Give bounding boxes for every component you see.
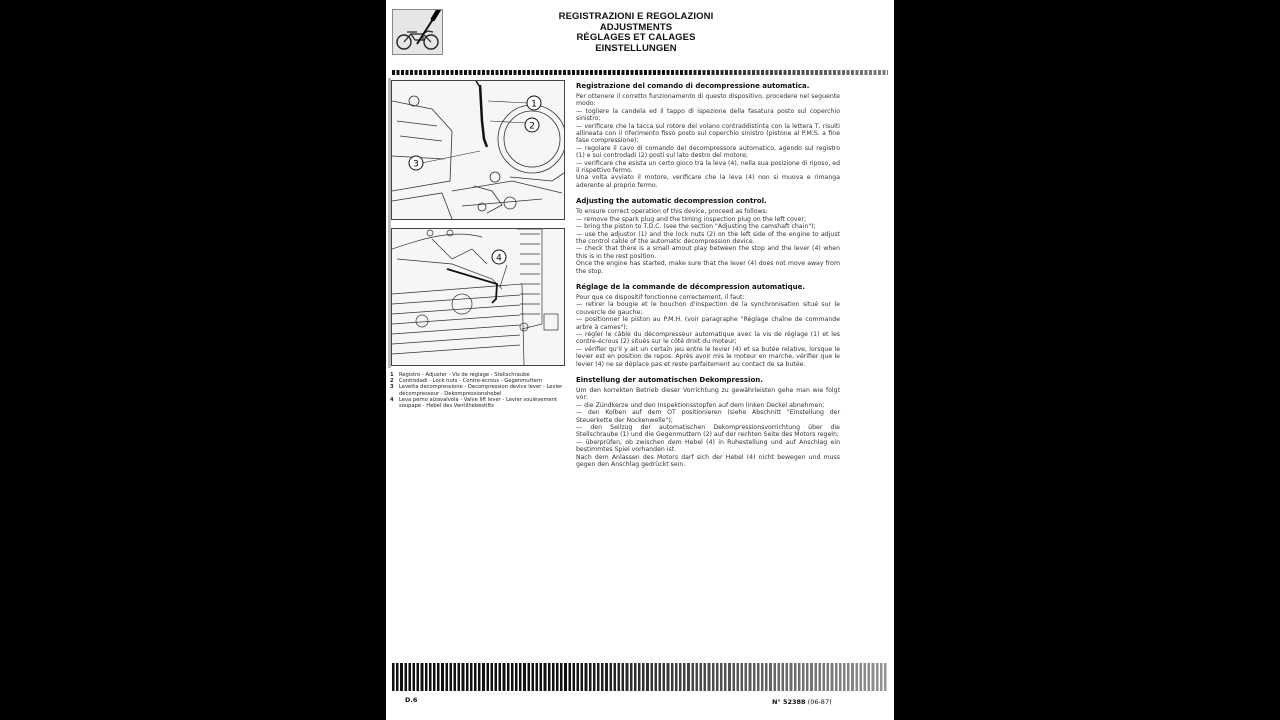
section-german: Einstellung der automatischen Dekompression. Um den korrekten Betrieb dieser Vorrichtung zu gewährleisten gehe man wie folgt vor: — die Zündkerze und den Inspektionsstopfen auf dem linken Deckel abnehmen; — den Kolben auf dem OT positionieren (siehe Abschnitt "Einstellung der Steuerkette der Nockenwelle"); — den Seilzug der automatischen Dekompressionsvorrichtung über die Stellschraube (1) und die Gegenmuttern (2) auf der rechten Seite des Motors regeln; — überprüfen, ob zwischen dem Hebel (4) in Ruhestellung und auf Anschlag ein bestimmtes Spiel vorhanden ist. Nach dem Anlassen des Motors darf sich der Hebel (4) nicht bewegen und muss gegen den Anschlag gedrückt sein. [576,376,840,469]
header-divider [392,70,888,75]
svg-text:3: 3 [413,159,419,170]
legend-item: 2 Controdadi - Lock nuts - Contre-écrous - Gegenmuttern [390,378,543,385]
document-number: N° 52388 (06-87) [772,698,832,706]
section-english: Adjusting the automatic decompression control. To ensure correct operation of this device, proceed as follows: — remove the spark plug and the timing inspection plug on the left cover; — bring the piston to T.D.C. (see the section "Adjusting the camshaft chain"); — use the adjustor (1) and the lock nuts (2) on the left side of the engine to adjust the control cable of the automatic decompression device. — check that there is a small amout play between the stop and the lever (4) when this is in the rest position. Once the engine has started, make sure that the lever (4) does not move away from the stop. [576,197,840,275]
legend-item: 1 Registro - Adjuster - Vis de réglage - Stellschraube [390,372,530,378]
section-heading: Einstellung der automatischen Dekompression. [576,376,763,384]
svg-text:2: 2 [529,121,535,132]
title-italian: REGISTRAZIONI E REGOLAZIONI [558,11,714,22]
figure-engine-right-side [391,228,565,366]
page-title [506,12,766,54]
manual-page [386,0,894,720]
section-heading: Adjusting the automatic decompression control. [576,197,767,206]
section-french: Réglage de la commande de décompression automatique. Pour que ce dispositif fonctionne correctement, il faut: — retirer la bougie et le bouchon d'inspection de la synchronisation situé sur le couvercle de gauche; — positionner le piston au P.M.H. (voir paragraphe "Réglage chaîne de commande arbre à cames"); — régler le câble du décompresseur automatique avec la vis de réglage (1) et les contre-écrous (2) situés sur le côté droit du moteur; — vérifier qu'il y ait un certain jeu entre le levier (4) et sa butée relative, lorsque le levier est en position de repos. Après avoir mis le moteur en marche, vérifier que le levier (4) ne se déplace pas et reste parfaitement au contact de sa butée. [576,282,840,368]
svg-text:1: 1 [531,99,537,110]
title-french: RÉGLAGES ET CALAGES [576,32,696,43]
legend-item: 3 Levetta decompressione - Decompression device lever - Levier décompresseur - Dekompressionshebel [390,384,563,397]
title-german: EINSTELLUNGEN [595,42,677,54]
footer-bar-pattern [392,663,888,691]
figure-legend [390,372,566,409]
title-english: ADJUSTMENTS [599,21,673,33]
legend-item: 4 Leva perno alzavalvola - Valve lift lever - Levier soulèvement soupape - Hebel des Ventilhebestifts [390,396,558,410]
figure-engine-left-side [391,80,565,220]
instructions-column [576,82,840,476]
motorcycle-screwdriver-icon [392,9,443,55]
page-code: D.6 [405,696,418,704]
section-italian: Registrazione del comando di decompressione automatica. Per ottenere il corretto funzionamento di questo dispositivo, procedere nel seguente modo: — togliere la candela ed il tappo di ispezione della fasatura posto sul coperchio sinistro; — verificare che la tacca sul rotore del volano contraddistinta con la lettera T, risulti allineata con il riferimento fisso posto sul coperchio sinistro (pistone al P.M.S. a fine fase compressione); — regolare il cavo di comando del decompressore automatico, agendo sul registro (1) e sui controdadi (2) posti sul lato destro del motore; — verificare che esista un certo gioco tra la leva (4), nella sua posizione di riposo, ed il rispettivo fermo. Una volta avviato il motore, verificare che la leva (4) non si muova e rimanga aderente al proprio fermo. [576,82,840,189]
svg-text:4: 4 [496,253,502,264]
section-heading: Registrazione del comando di decompressione automatica. [576,82,810,90]
section-heading: Réglage de la commande de décompression automatique. [576,282,806,291]
